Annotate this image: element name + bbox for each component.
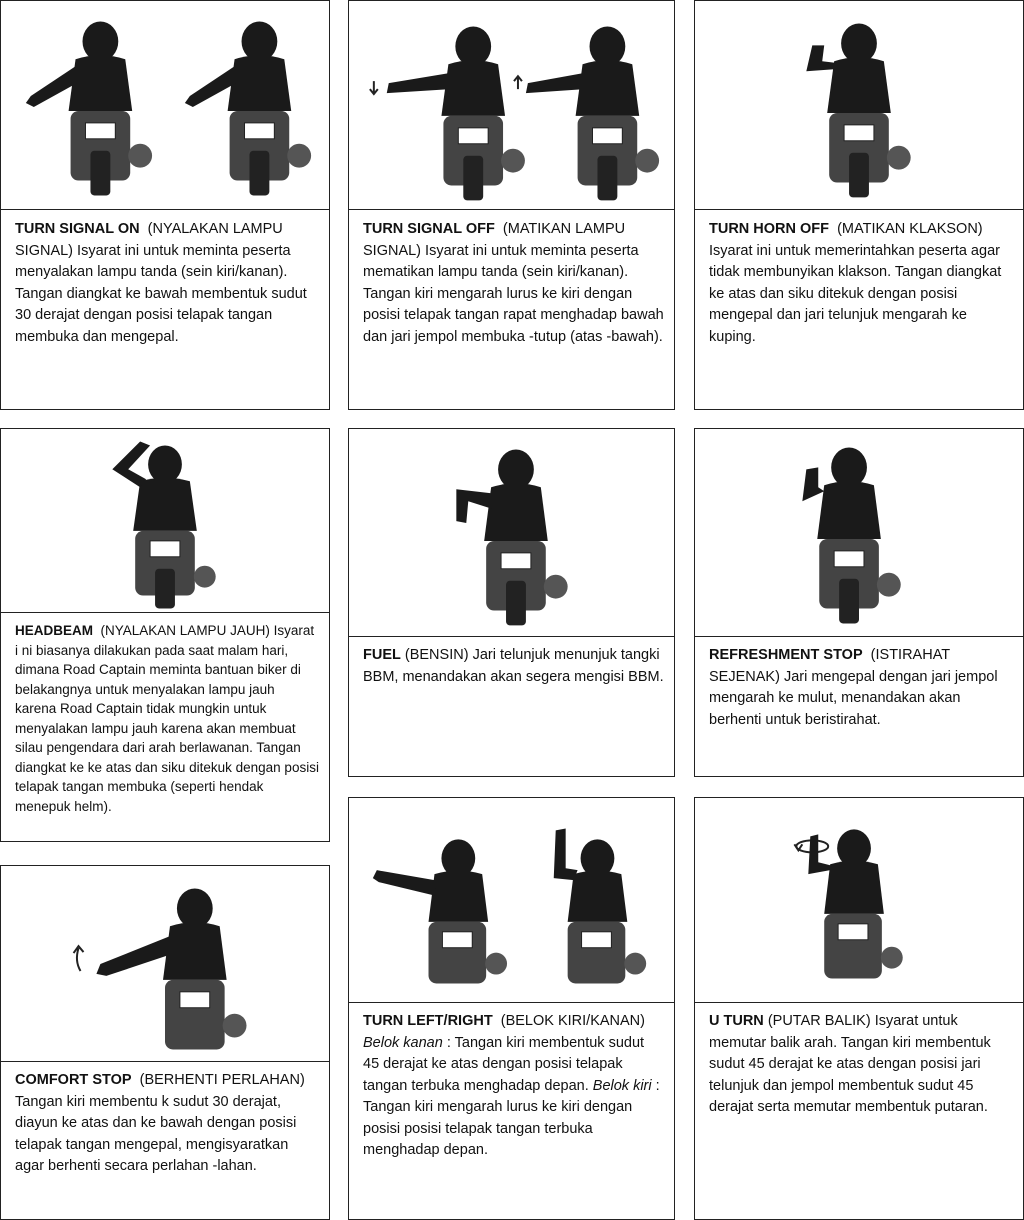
rider-illustration-svg xyxy=(1,866,329,1061)
signal-title: TURN HORN OFF xyxy=(709,221,830,237)
signal-text xyxy=(709,645,1013,731)
signal-subtitle: (ISTIRAHAT SEJENAK) xyxy=(709,647,950,685)
rider-left xyxy=(26,22,152,196)
signal-description: Tangan kiri membentu k sudut 30 derajat, diayun ke atas dan ke bawah dengan posisi telapak tangan mengepal, mengisyaratkan agar berhenti secara perlahan -lahan. xyxy=(15,1093,297,1174)
rider xyxy=(802,448,900,624)
rider-illustration xyxy=(695,798,1023,1003)
rider-illustration xyxy=(695,1,1023,210)
signal-card-headbeam xyxy=(0,428,330,842)
signal-card-u-turn xyxy=(694,797,1024,1220)
arrow-icon xyxy=(74,946,84,971)
signal-subtitle: (BELOK KIRI/KANAN) xyxy=(500,1013,645,1029)
rider-right xyxy=(554,828,646,983)
signal-title: HEADBEAM xyxy=(15,623,94,638)
rider-right xyxy=(526,26,659,200)
belok-kanan-description: : Tangan kiri membentuk sudut 45 derajat ke atas dengan posisi telapak tangan terbuka menghadap depan. xyxy=(363,1034,645,1094)
signal-subtitle: (BENSIN) xyxy=(404,647,469,663)
rider-illustration xyxy=(349,798,674,1003)
signal-text xyxy=(15,621,319,816)
signal-description: Isyarat ini untuk memerintahkan peserta agar tidak membunyikan klakson. Tangan diangkat ke atas dan siku ditekuk dengan posisi mengepal dan jari telunjuk mengarah ke kuping. xyxy=(709,242,1002,345)
signal-subtitle: (MATIKAN KLAKSON) xyxy=(837,221,983,237)
rider-illustration-svg xyxy=(349,798,674,1002)
signal-subtitle: (BERHENTI PERLAHAN) xyxy=(139,1072,305,1088)
rider-illustration xyxy=(1,1,329,210)
signal-description: Jari mengepal dengan jari jempol mengarah ke mulut, menandakan akan berhenti untuk beristirahat. xyxy=(709,668,998,728)
signal-description: Isyarat untuk memutar balik arah. Tangan kiri membentuk sudut 45 derajat ke atas dengan posisi jari telunjuk dan jempol membentuk sudut 45 derajat serta memutar membentuk putaran. xyxy=(709,1013,991,1115)
rider-illustration-svg xyxy=(1,1,329,209)
rider xyxy=(456,450,567,626)
rider-illustration xyxy=(349,429,674,637)
signal-description: Jari telunjuk menunjuk tangki BBM, menandakan akan segera mengisi BBM. xyxy=(363,647,664,685)
rider-illustration xyxy=(349,1,674,210)
signal-card-refreshment-stop xyxy=(694,428,1024,777)
signal-subtitle: (PUTAR BALIK) xyxy=(767,1013,871,1029)
signal-text xyxy=(363,1011,664,1162)
signal-subtitle: (MATIKAN LAMPU SIGNAL) xyxy=(363,221,626,259)
rider-illustration-svg xyxy=(695,429,1023,636)
signal-subtitle: (NYALAKAN LAMPU JAUH) xyxy=(100,623,270,638)
rider xyxy=(96,888,246,1049)
rider-illustration-svg xyxy=(349,1,674,209)
rider-illustration-svg xyxy=(695,798,1023,1002)
signal-title: TURN SIGNAL ON xyxy=(15,221,140,237)
signal-title: FUEL xyxy=(363,647,401,663)
signal-title: COMFORT STOP xyxy=(15,1072,132,1088)
signal-text xyxy=(15,1070,319,1178)
signal-text xyxy=(363,219,664,348)
rider-illustration-svg xyxy=(1,429,329,612)
signal-title: TURN SIGNAL OFF xyxy=(363,221,495,237)
rider xyxy=(806,23,910,197)
signal-text xyxy=(709,219,1013,348)
signal-description: Isyarat ini untuk meminta peserta mematikan lampu tanda (sein kiri/kanan). Tangan kiri mengarah lurus ke kiri dengan posisi telapak tangan rapat menghadap bawah dan jari jempol membuka -tutup (atas -bawah). xyxy=(363,242,664,345)
signal-text xyxy=(709,1011,1013,1119)
belok-kiri-label: Belok kiri xyxy=(592,1077,652,1094)
belok-kanan-label: Belok kanan xyxy=(363,1034,443,1051)
signal-subtitle: (NYALAKAN LAMPU SIGNAL) xyxy=(15,221,283,259)
rider xyxy=(112,441,215,608)
signal-description: Isyarat i ni biasanya dilakukan pada saat malam hari, dimana Road Captain meminta bantuan biker di belakangnya untuk menyalakan lampu jauh karena Road Captain tidak mungkin untuk menyalakan lampu jauh karena akan membuat silau pengendara dari arah berlawanan. Tangan diangkat ke ke atas dan siku ditekuk dengan posisi telapak tangan membuka (seperti hendak menepuk helm). xyxy=(15,623,319,814)
signal-card-turn-horn-off xyxy=(694,0,1024,410)
signal-text xyxy=(15,219,319,348)
signal-title: TURN LEFT/RIGHT xyxy=(363,1013,493,1029)
rider-illustration-svg xyxy=(695,1,1023,209)
signal-title: U TURN xyxy=(709,1013,764,1029)
signal-title: REFRESHMENT STOP xyxy=(709,647,863,663)
signal-card-turn-left-right xyxy=(348,797,675,1220)
rider-illustration-svg xyxy=(349,429,674,636)
rider-left xyxy=(387,26,525,200)
rider-illustration xyxy=(695,429,1023,637)
signal-card-turn-signal-on xyxy=(0,0,330,410)
signal-card-fuel xyxy=(348,428,675,777)
rider-right xyxy=(185,22,311,196)
signal-card-comfort-stop xyxy=(0,865,330,1220)
rider-left xyxy=(373,839,507,983)
signal-text xyxy=(363,645,664,688)
belok-kiri-description: : Tangan kiri mengarah lurus ke kiri dengan posisi posisi telapak tangan terbuka menghadap depan. xyxy=(363,1077,660,1158)
rider-illustration xyxy=(1,866,329,1062)
rider-illustration xyxy=(1,429,329,613)
signal-card-turn-signal-off xyxy=(348,0,675,410)
signal-description: Isyarat ini untuk meminta peserta menyalakan lampu tanda (sein kiri/kanan). Tangan diangkat ke bawah membentuk sudut 30 derajat dengan posisi telapak tangan membuka dan mengepal. xyxy=(15,242,307,345)
